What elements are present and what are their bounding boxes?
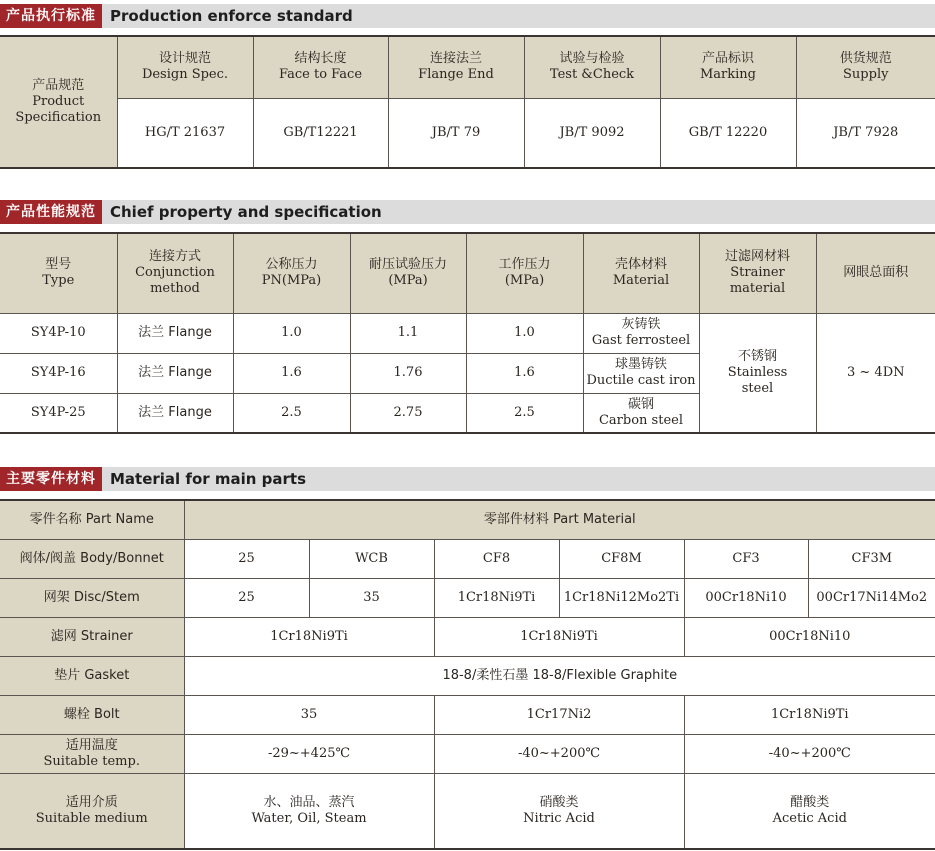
cell: 1Cr18Ni12Mo2Ti <box>559 578 684 617</box>
cell: 1Cr18Ni9Ti <box>434 617 684 656</box>
cell-pn: 2.5 <box>233 393 350 433</box>
section-header-chief <box>0 200 935 224</box>
section-badge: 主要零件材料 <box>0 467 102 491</box>
value-test-check: JB/T 9092 <box>524 98 660 168</box>
col-header-marking: 产品标识 Marking <box>660 36 796 98</box>
cell-type: SY4P-25 <box>0 393 117 433</box>
cell: 1Cr18Ni9Ti <box>184 617 434 656</box>
col-header-design-spec: 设计规范 Design Spec. <box>117 36 253 98</box>
col-header-test-pressure: 耐压试验压力 (MPa) <box>350 233 466 313</box>
table-row <box>0 656 935 695</box>
section-title: Material for main parts <box>110 470 307 488</box>
col-header-nominal-pressure: 公称压力 PN(MPa) <box>233 233 350 313</box>
col-header-material: 壳体材料 Material <box>583 233 699 313</box>
cell: -29~+425℃ <box>184 734 434 773</box>
row-label-disc-stem: 网架 Disc/Stem <box>0 578 184 617</box>
col-header-strainer-material: 过滤网材料 Strainer material <box>699 233 816 313</box>
cell: 1Cr18Ni9Ti <box>684 695 935 734</box>
cell: 18-8/柔性石墨 18-8/Flexible Graphite <box>184 656 935 695</box>
cell-material: 灰铸铁 Gast ferrosteel <box>583 313 699 353</box>
value-supply: JB/T 7928 <box>796 98 935 168</box>
cell: 25 <box>184 539 309 578</box>
cell: CF8 <box>434 539 559 578</box>
cell-test: 1.1 <box>350 313 466 353</box>
col-header-test-check: 试验与检验 Test &Check <box>524 36 660 98</box>
cell-type: SY4P-10 <box>0 313 117 353</box>
table-row <box>0 578 935 617</box>
row-label-strainer: 滤网 Strainer <box>0 617 184 656</box>
material-parts-table <box>0 499 935 850</box>
part-material-header: 零部件材料 Part Material <box>184 500 935 539</box>
cell: 1Cr18Ni9Ti <box>434 578 559 617</box>
cell-pn: 1.0 <box>233 313 350 353</box>
cell: 25 <box>184 578 309 617</box>
cell-conn: 法兰 Flange <box>117 353 233 393</box>
cell-type: SY4P-16 <box>0 353 117 393</box>
cell: 水、油品、蒸汽 Water, Oil, Steam <box>184 773 434 849</box>
section-badge: 产品执行标准 <box>0 4 102 28</box>
section-header-material <box>0 467 935 491</box>
col-header-supply: 供货规范 Supply <box>796 36 935 98</box>
cell-conn: 法兰 Flange <box>117 393 233 433</box>
value-flange-end: JB/T 79 <box>388 98 524 168</box>
section-title: Chief property and specification <box>110 203 382 221</box>
col-header-flange-end: 连接法兰 Flange End <box>388 36 524 98</box>
cell-work: 2.5 <box>466 393 583 433</box>
row-label-temp: 适用温度 Suitable temp. <box>0 734 184 773</box>
row-label-medium: 适用介质 Suitable medium <box>0 773 184 849</box>
part-name-header: 零件名称 Part Name <box>0 500 184 539</box>
cell-conn: 法兰 Flange <box>117 313 233 353</box>
section-badge: 产品性能规范 <box>0 200 102 224</box>
cell: CF3 <box>684 539 808 578</box>
cell: CF8M <box>559 539 684 578</box>
cell-pn: 1.6 <box>233 353 350 393</box>
cell: 硝酸类 Nitric Acid <box>434 773 684 849</box>
value-face-to-face: GB/T12221 <box>253 98 388 168</box>
cell: 00Cr18Ni10 <box>684 617 935 656</box>
col-header-face-to-face: 结构长度 Face to Face <box>253 36 388 98</box>
col-header-type: 型号 Type <box>0 233 117 313</box>
cell-material: 球墨铸铁 Ductile cast iron <box>583 353 699 393</box>
col-header-conjunction: 连接方式 Conjunction method <box>117 233 233 313</box>
cell-work: 1.0 <box>466 313 583 353</box>
table-row <box>0 617 935 656</box>
cell: -40~+200℃ <box>434 734 684 773</box>
cell-work: 1.6 <box>466 353 583 393</box>
cell-test: 2.75 <box>350 393 466 433</box>
cell: 醋酸类 Acetic Acid <box>684 773 935 849</box>
section-title: Production enforce standard <box>110 7 353 25</box>
cell: 35 <box>184 695 434 734</box>
cell-mesh-area: 3 ~ 4DN <box>816 313 935 433</box>
cell: 00Cr18Ni10 <box>684 578 808 617</box>
cell: 00Cr17Ni14Mo2 <box>808 578 935 617</box>
product-spec-header: 产品规范 Product Specification <box>0 36 117 168</box>
chief-property-table <box>0 232 935 434</box>
section-header-production <box>0 4 935 28</box>
row-label-body-bonnet: 阀体/阀盖 Body/Bonnet <box>0 539 184 578</box>
value-design-spec: HG/T 21637 <box>117 98 253 168</box>
col-header-working-pressure: 工作压力 (MPa) <box>466 233 583 313</box>
row-label-gasket: 垫片 Gasket <box>0 656 184 695</box>
value-marking: GB/T 12220 <box>660 98 796 168</box>
cell: 35 <box>309 578 434 617</box>
table-row <box>0 539 935 578</box>
row-label-bolt: 螺栓 Bolt <box>0 695 184 734</box>
col-header-mesh-area: 网眼总面积 <box>816 233 935 313</box>
production-standard-table <box>0 35 935 169</box>
cell: WCB <box>309 539 434 578</box>
cell-test: 1.76 <box>350 353 466 393</box>
cell-strainer-material: 不锈钢 Stainless steel <box>699 313 816 433</box>
table-row <box>0 773 935 849</box>
cell: 1Cr17Ni2 <box>434 695 684 734</box>
table-row <box>0 695 935 734</box>
table-row <box>0 313 935 353</box>
cell-material: 碳钢 Carbon steel <box>583 393 699 433</box>
cell: -40~+200℃ <box>684 734 935 773</box>
cell: CF3M <box>808 539 935 578</box>
table-row <box>0 734 935 773</box>
